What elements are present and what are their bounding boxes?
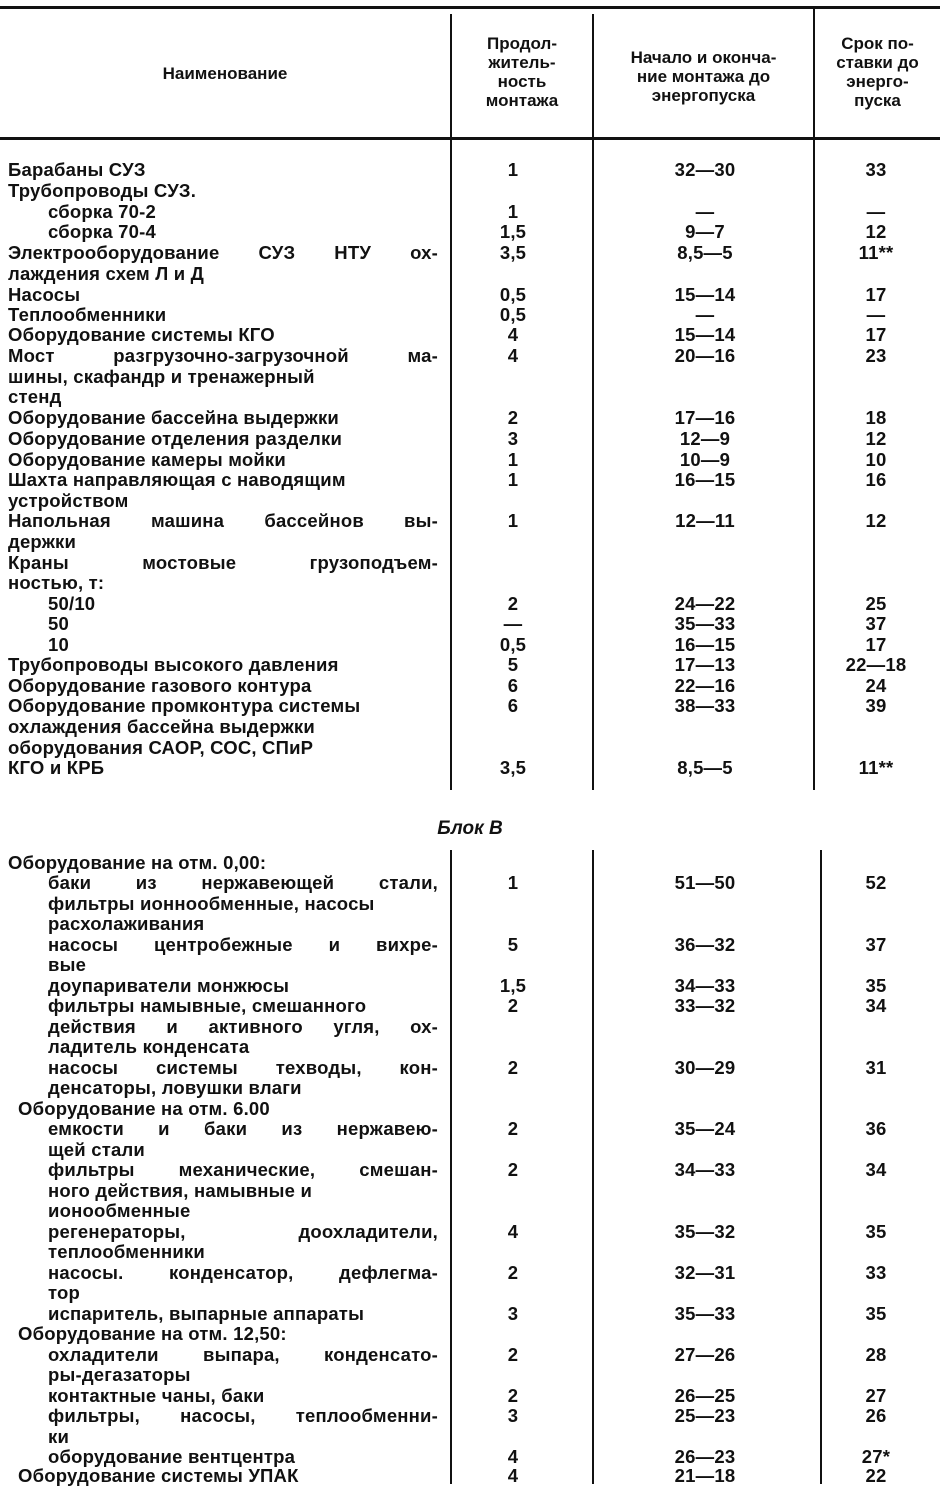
row-start-end: 25—23 — [674, 1405, 736, 1426]
row-start-end: 32—31 — [674, 1262, 736, 1283]
header-duration-line: ность — [497, 72, 547, 91]
row-delivery: 12 — [865, 428, 887, 449]
row-duration: 5 — [507, 934, 519, 955]
row-duration: 1 — [507, 159, 519, 180]
row-duration: 2 — [507, 593, 519, 614]
row-delivery: 18 — [865, 407, 887, 428]
row-duration: 2 — [507, 1344, 519, 1365]
row-start-end: 26—25 — [674, 1385, 736, 1406]
row-name: устройством — [8, 491, 129, 511]
row-delivery: 16 — [865, 469, 887, 490]
row-duration: 5 — [507, 654, 519, 675]
row-name: Напольная машина бассейнов вы- — [8, 511, 438, 531]
row-name: Оборудование на отм. 6.00 — [18, 1099, 270, 1119]
row-start-end: 35—24 — [674, 1118, 736, 1139]
row-duration: 6 — [507, 695, 519, 716]
row-name: насосы. конденсатор, дефлегма- — [48, 1263, 438, 1283]
row-duration: 1 — [507, 872, 519, 893]
row-name: сборка 70-4 — [48, 222, 156, 242]
row-name: фильтры, насосы, теплообменни- — [48, 1406, 438, 1426]
col-divider-2 — [592, 14, 594, 790]
row-delivery: 35 — [865, 1221, 887, 1242]
row-name: оборудование вентцентра — [48, 1447, 296, 1467]
row-duration: — — [503, 613, 523, 634]
row-duration: 4 — [507, 324, 519, 345]
row-name: держки — [8, 532, 77, 552]
header-bottom-rule — [0, 137, 940, 140]
row-start-end: 8,5—5 — [677, 757, 733, 778]
row-name: контактные чаны, баки — [48, 1386, 265, 1406]
row-name: Электрооборудование СУЗ НТУ ох- — [8, 243, 438, 263]
row-start-end: 12—11 — [675, 510, 735, 531]
row-duration: 4 — [507, 1221, 519, 1242]
row-name: шины, скафандр и тренажерный — [8, 367, 315, 387]
row-start-end: 15—14 — [674, 284, 736, 305]
row-start-end: 22—16 — [674, 675, 736, 696]
row-delivery: 52 — [865, 872, 887, 893]
row-delivery: 37 — [865, 613, 887, 634]
row-start-end: 17—16 — [674, 407, 736, 428]
row-name: фильтры механические, смешан- — [48, 1160, 438, 1180]
row-delivery: 33 — [865, 159, 887, 180]
header-name: Наименование — [162, 64, 288, 83]
row-name: охладители выпара, конденсато- — [48, 1345, 438, 1365]
row-delivery: 17 — [865, 324, 887, 345]
row-delivery: 37 — [865, 934, 887, 955]
header-duration-line: житель- — [488, 53, 556, 72]
row-duration: 2 — [507, 1262, 519, 1283]
header-delivery-line: пуска — [854, 91, 901, 110]
row-start-end: 32—30 — [674, 159, 736, 180]
row-name: регенераторы, доохладители, — [48, 1222, 438, 1242]
row-start-end: 36—32 — [674, 934, 736, 955]
block-title: Блок В — [437, 818, 503, 839]
row-delivery: 17 — [865, 634, 887, 655]
row-duration: 0,5 — [499, 634, 527, 655]
row-delivery: — — [866, 304, 886, 325]
row-name: 10 — [48, 635, 69, 655]
row-name: денсаторы, ловушки влаги — [48, 1078, 302, 1098]
row-duration: 0,5 — [499, 304, 527, 325]
row-start-end: 27—26 — [674, 1344, 736, 1365]
row-name: испаритель, выпарные аппараты — [48, 1304, 365, 1324]
row-name: расхолаживания — [48, 914, 205, 934]
row-delivery: 35 — [865, 1303, 887, 1324]
row-delivery: 31 — [865, 1057, 887, 1078]
row-name: стенд — [8, 387, 62, 407]
col-divider-1b — [450, 850, 452, 1484]
row-name: Барабаны СУЗ — [8, 160, 146, 180]
row-delivery: 17 — [865, 284, 887, 305]
row-duration: 3,5 — [499, 242, 527, 263]
row-delivery: 12 — [865, 510, 887, 531]
row-name: действия и активного угля, ох- — [48, 1017, 438, 1037]
row-name: фильтры намывные, смешанного — [48, 996, 367, 1016]
row-name: ладитель конденсата — [48, 1037, 250, 1057]
row-name: Трубопроводы СУЗ. — [8, 181, 197, 201]
row-duration: 2 — [507, 1057, 519, 1078]
row-start-end: 21—18 — [674, 1465, 736, 1486]
header-start-end-line: энергопуска — [651, 86, 756, 105]
header-start-end — [594, 48, 813, 105]
row-name: оборудования САОР, СОС, СПиР — [8, 738, 314, 758]
row-name: теплообменники — [48, 1242, 205, 1262]
row-delivery: 22—18 — [845, 654, 907, 675]
row-start-end: 20—16 — [674, 345, 736, 366]
header-delivery — [815, 34, 940, 110]
col-divider-2b — [592, 850, 594, 1484]
row-start-end: — — [695, 201, 715, 222]
row-delivery: — — [866, 201, 886, 222]
row-start-end: — — [695, 304, 715, 325]
row-name: 50/10 — [48, 594, 96, 614]
row-start-end: 35—33 — [674, 613, 736, 634]
row-name: Оборудование отделения разделки — [8, 429, 343, 449]
row-delivery: 35 — [865, 975, 887, 996]
row-start-end: 15—14 — [674, 324, 736, 345]
row-duration: 2 — [507, 1385, 519, 1406]
row-duration: 1 — [507, 510, 519, 531]
row-start-end: 38—33 — [674, 695, 736, 716]
row-duration: 4 — [507, 1465, 519, 1486]
row-delivery: 36 — [865, 1118, 887, 1139]
row-duration: 6 — [507, 675, 519, 696]
row-name: Оборудование на отм. 0,00: — [8, 853, 267, 873]
row-duration: 1,5 — [499, 221, 527, 242]
header-start-end-line: ние монтажа до — [636, 67, 771, 86]
row-duration: 3 — [507, 428, 519, 449]
row-start-end: 9—7 — [685, 221, 725, 242]
row-name: насосы центробежные и вихре- — [48, 935, 438, 955]
row-name: Оборудование камеры мойки — [8, 450, 286, 470]
row-name: охлаждения бассейна выдержки — [8, 717, 315, 737]
row-delivery: 26 — [865, 1405, 887, 1426]
row-delivery: 25 — [865, 593, 887, 614]
row-name: Мост разгрузочно-загрузочной ма- — [8, 346, 438, 366]
row-delivery: 39 — [865, 695, 887, 716]
row-duration: 3,5 — [499, 757, 527, 778]
row-start-end: 30—29 — [674, 1057, 736, 1078]
row-delivery: 24 — [865, 675, 887, 696]
row-name: лаждения схем Л и Д — [8, 264, 205, 284]
row-name: КГО и КРБ — [8, 758, 105, 778]
row-duration: 2 — [507, 407, 519, 428]
col-divider-3 — [813, 8, 815, 790]
row-name: Оборудование бассейна выдержки — [8, 408, 340, 428]
row-start-end: 16—15 — [674, 469, 736, 490]
row-delivery: 27* — [861, 1446, 891, 1467]
row-start-end: 35—32 — [674, 1221, 736, 1242]
row-name: Оборудование газового контура — [8, 676, 312, 696]
row-delivery: 34 — [865, 1159, 887, 1180]
row-start-end: 26—23 — [674, 1446, 736, 1467]
row-start-end: 35—33 — [674, 1303, 736, 1324]
header-delivery-line: Срок по- — [841, 34, 914, 53]
row-start-end: 16—15 — [674, 634, 736, 655]
row-name: Трубопроводы высокого давления — [8, 655, 339, 675]
row-name: Оборудование промконтура системы — [8, 696, 361, 716]
col-divider-1 — [450, 14, 452, 790]
row-duration: 3 — [507, 1303, 519, 1324]
row-delivery: 27 — [865, 1385, 887, 1406]
row-name: ры-дегазаторы — [48, 1365, 191, 1385]
row-name: насосы системы техводы, кон- — [48, 1058, 438, 1078]
row-start-end: 34—33 — [674, 975, 736, 996]
header-duration-line: монтажа — [485, 91, 559, 110]
row-name: Насосы — [8, 285, 81, 305]
row-name: тор — [48, 1283, 81, 1303]
row-name: баки из нержавеющей стали, — [48, 873, 438, 893]
row-name: Оборудование системы УПАК — [18, 1466, 299, 1486]
row-name: ионообменные — [48, 1201, 191, 1221]
row-name: вые — [48, 955, 87, 975]
row-delivery: 22 — [865, 1465, 887, 1486]
row-duration: 2 — [507, 995, 519, 1016]
row-delivery: 12 — [865, 221, 887, 242]
row-name: щей стали — [48, 1140, 145, 1160]
row-name: Оборудование на отм. 12,50: — [18, 1324, 287, 1344]
row-name: ки — [48, 1427, 70, 1447]
row-name: сборка 70-2 — [48, 202, 156, 222]
row-duration: 1,5 — [499, 975, 527, 996]
row-name: Шахта направляющая с наводящим — [8, 470, 346, 490]
row-name: Оборудование системы КГО — [8, 325, 275, 345]
row-duration: 1 — [507, 201, 519, 222]
top-rule — [0, 6, 940, 9]
row-name: ностью, т: — [8, 573, 105, 593]
row-name: доупариватели монжюсы — [48, 976, 290, 996]
row-name: 50 — [48, 614, 69, 634]
row-start-end: 51—50 — [674, 872, 736, 893]
row-name: фильтры ионнообменные, насосы — [48, 894, 375, 914]
row-name: ного действия, намывные и — [48, 1181, 313, 1201]
header-start-end-line: Начало и оконча- — [630, 48, 777, 67]
row-duration: 2 — [507, 1159, 519, 1180]
row-start-end: 33—32 — [674, 995, 736, 1016]
row-name: емкости и баки из нержавею- — [48, 1119, 438, 1139]
row-delivery: 28 — [865, 1344, 887, 1365]
row-start-end: 12—9 — [679, 428, 731, 449]
header-delivery-line: ставки до — [836, 53, 919, 72]
row-duration: 2 — [507, 1118, 519, 1139]
row-name: Краны мостовые грузоподъем- — [8, 553, 438, 573]
header-duration-line: Продол- — [487, 34, 557, 53]
row-delivery: 10 — [865, 449, 887, 470]
row-duration: 1 — [507, 449, 519, 470]
row-delivery: 33 — [865, 1262, 887, 1283]
row-duration: 1 — [507, 469, 519, 490]
row-start-end: 8,5—5 — [677, 242, 733, 263]
row-start-end: 24—22 — [674, 593, 736, 614]
row-start-end: 10—9 — [679, 449, 731, 470]
row-duration: 4 — [507, 1446, 519, 1467]
row-delivery: 11** — [858, 242, 894, 263]
row-start-end: 34—33 — [674, 1159, 736, 1180]
row-duration: 3 — [507, 1405, 519, 1426]
header-delivery-line: энерго- — [846, 72, 909, 91]
row-delivery: 23 — [865, 345, 887, 366]
row-duration: 4 — [507, 345, 519, 366]
row-delivery: 34 — [865, 995, 887, 1016]
row-name: Теплообменники — [8, 305, 167, 325]
row-duration: 0,5 — [499, 284, 527, 305]
row-start-end: 17—13 — [674, 654, 736, 675]
header-duration — [452, 34, 592, 110]
row-delivery: 11** — [858, 757, 894, 778]
